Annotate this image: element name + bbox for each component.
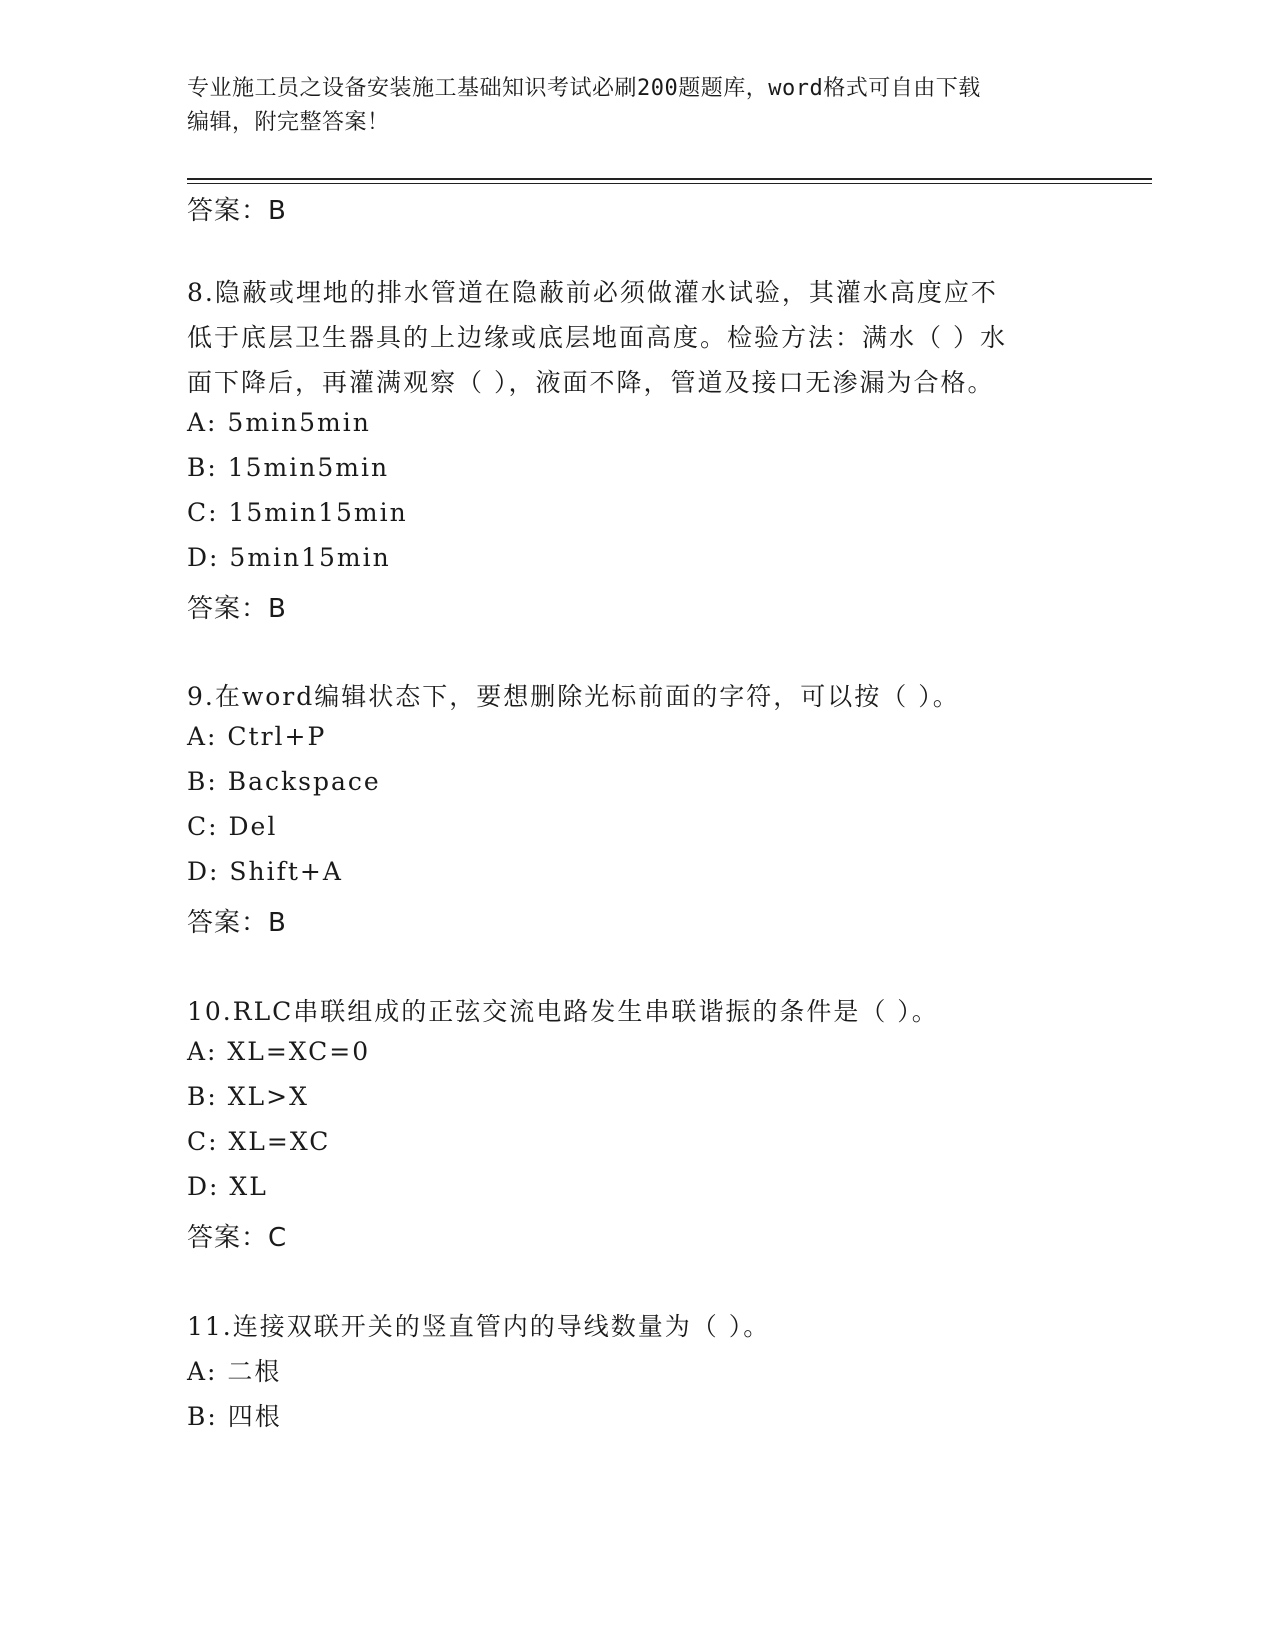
q8-option-b: B: 15min5min [187, 453, 390, 482]
document-header [187, 72, 1087, 140]
q10-text-line1: 10.RLC串联组成的正弦交流电路发生串联谐振的条件是（ ）。 [187, 997, 939, 1026]
q8-answer: 答案：B [187, 594, 287, 624]
q11-option-a: A: 二根 [187, 1357, 282, 1386]
q9-option-b: B: Backspace [187, 767, 381, 796]
q9-option-c: C: Del [187, 812, 278, 841]
q8-option-a: A: 5min5min [187, 408, 371, 437]
q10-option-b: B: XL>X [187, 1082, 309, 1111]
q8-text-line2: 低于底层卫生器具的上边缘或底层地面高度。检验方法：满水（ ）水 [187, 323, 1007, 352]
header-title-line2: 编辑，附完整答案！ [187, 110, 390, 135]
header-rule-thick [187, 178, 1152, 180]
q11-text-line1: 11.连接双联开关的竖直管内的导线数量为（ ）。 [187, 1312, 771, 1341]
q8-text-line1: 8.隐蔽或埋地的排水管道在隐蔽前必须做灌水试验，其灌水高度应不 [187, 278, 998, 307]
q8-option-c: C: 15min15min [187, 498, 408, 527]
q9-option-d: D: Shift+A [187, 857, 343, 886]
q9-text-line1: 9.在word编辑状态下，要想删除光标前面的字符，可以按（ ）。 [187, 682, 960, 711]
q9-option-a: A: Ctrl+P [187, 722, 327, 751]
header-title-line1: 专业施工员之设备安装施工基础知识考试必刷200题题库，word格式可自由下载 [187, 76, 981, 101]
q9-answer: 答案：B [187, 908, 287, 938]
q10-answer: 答案：C [187, 1223, 288, 1253]
q10-option-d: D: XL [187, 1172, 268, 1201]
q11-option-b: B: 四根 [187, 1402, 282, 1431]
header-rule-thin [187, 183, 1152, 184]
answer-previous: 答案：B [187, 196, 287, 226]
q10-option-c: C: XL=XC [187, 1127, 331, 1156]
q10-option-a: A: XL=XC=0 [187, 1037, 371, 1066]
q8-option-d: D: 5min15min [187, 543, 391, 572]
q8-text-line3: 面下降后，再灌满观察（ ），液面不降，管道及接口无渗漏为合格。 [187, 368, 995, 397]
